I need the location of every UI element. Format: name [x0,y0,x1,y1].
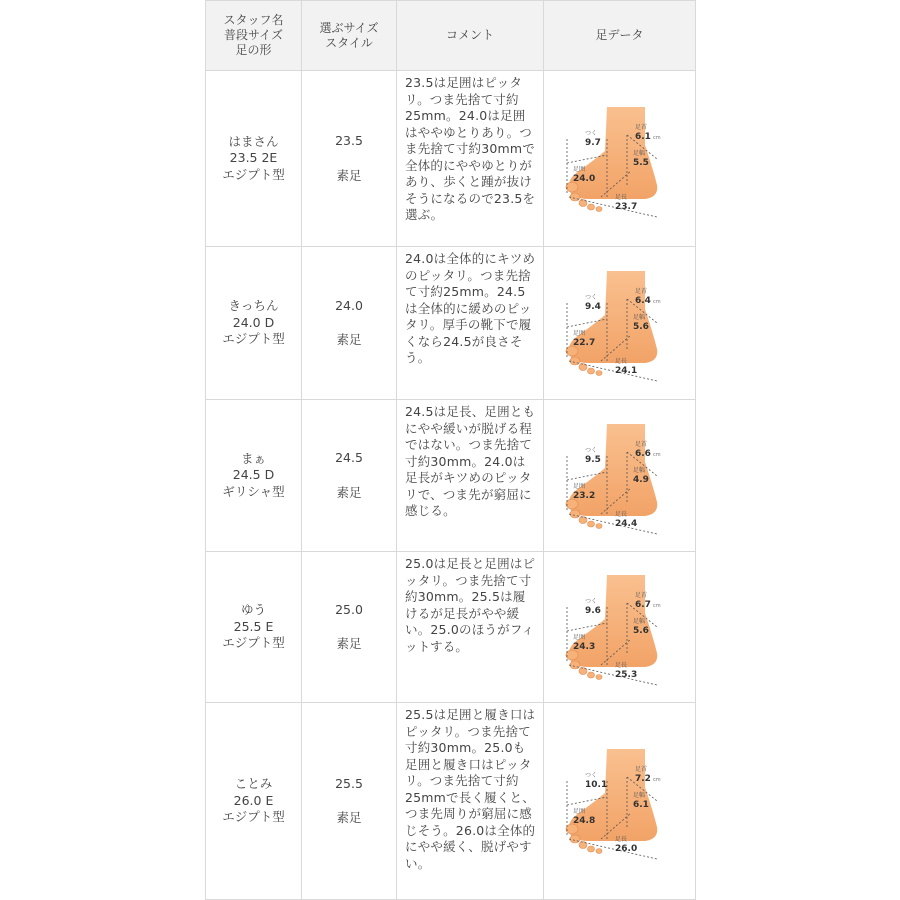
ankle-label: 足首 [634,440,647,448]
ankle-label: 足首 [634,592,647,599]
staff-name: まぁ [240,450,266,466]
comment-cell: 23.5は足囲はピッタリ。つま先捨て寸約25mm。24.0は足囲はややゆとりあり。つま先捨て寸約30mmで全体的にややゆとりがあり、歩くと踵が抜けそうになるので23.5を選ぶ。 [397,71,544,247]
width-label: 足幅 [632,792,645,799]
ankle-label: 足首 [634,288,647,295]
unit-label: cm [652,134,661,141]
comment-cell: 24.5は足長、足囲ともにやや緩いが脱げる程ではない。つま先捨て寸約30mm。24.0は足長がキツめのピッタリで、つま先が窮屈に感じる。 [397,400,544,552]
girth-value: 22.7 [572,338,595,348]
size-cell [302,552,397,703]
length-value: 24.1 [614,366,637,376]
instep-value: 9.5 [584,454,601,465]
header-size-line: スタイル [325,35,373,50]
comment-cell: 25.5は足囲と履き口はピッタリ。つま先捨て寸約30mm。25.0も足囲と履き口はピッタリ。つま先捨て寸約25mmで長く履くと、つま先周りが窮屈に感じそう。26.0は全体的にやや緩く、脱げやすい。 [397,703,544,900]
chosen-size: 24.0 [335,297,363,313]
header-staff [206,1,302,71]
width-label: 足幅 [632,618,645,625]
instep-label: つく [584,294,597,301]
table-row [206,703,696,900]
table-row [206,552,696,703]
unit-label: cm [652,299,661,305]
table-row [206,247,696,400]
length-label: 足長 [614,836,627,843]
unit-label: cm [652,603,661,609]
staff-cell [206,703,302,900]
foot-diagram [561,567,679,687]
length-value: 26.0 [614,844,637,854]
size-cell [302,247,397,400]
chosen-style: 素足 [336,484,362,500]
foot-diagram [561,741,679,861]
chosen-style: 素足 [336,167,362,183]
instep-label: つく [584,598,597,605]
instep-value: 9.6 [584,606,601,616]
ankle-value: 7.2 [634,774,651,784]
foot-diagram [561,416,679,536]
chosen-size: 25.5 [335,775,363,791]
width-label: 足幅 [632,149,645,157]
size-cell [302,703,397,900]
staff-cell [206,552,302,703]
length-label: 足長 [614,662,627,669]
instep-value: 10.1 [584,780,607,790]
staff-usual-size: 24.0 D [232,314,275,330]
chosen-size: 25.0 [335,601,363,617]
girth-value: 24.8 [572,816,595,826]
header-comment: コメント [397,1,544,71]
staff-foot-shape: エジプト型 [222,331,285,347]
girth-label: 足囲 [572,634,585,641]
header-size-line: 選ぶサイズ [319,20,379,35]
header-size [302,1,397,71]
width-value: 5.5 [632,157,649,168]
unit-label: cm [652,451,661,458]
ankle-value: 6.7 [634,600,651,610]
staff-cell [206,247,302,400]
size-cell [302,400,397,552]
staff-size-table [205,0,696,900]
staff-usual-size: 23.5 2E [229,150,278,166]
ankle-value: 6.4 [634,296,651,306]
chosen-style: 素足 [336,332,362,347]
girth-label: 足囲 [572,808,585,815]
instep-value: 9.4 [584,302,601,312]
girth-value: 24.3 [572,642,595,652]
staff-cell [206,71,302,247]
header-staff-line: 足の形 [235,43,272,57]
staff-usual-size: 24.5 D [232,467,275,483]
girth-value: 24.0 [572,173,595,184]
chosen-style: 素足 [336,636,362,651]
staff-name: きっちん [228,298,279,314]
length-value: 25.3 [614,670,637,680]
length-value: 23.7 [614,201,637,212]
foot-diagram [561,99,679,219]
chosen-size: 24.5 [335,450,363,465]
staff-cell [206,400,302,552]
instep-label: つく [584,772,597,779]
width-label: 足幅 [632,466,645,474]
footdata-cell [544,400,696,552]
staff-name: はまさん [228,133,279,149]
length-label: 足長 [614,510,627,518]
width-value: 5.6 [632,322,649,332]
footdata-cell [544,703,696,900]
staff-foot-shape: エジプト型 [222,635,285,651]
footdata-cell [544,552,696,703]
instep-label: つく [584,446,597,454]
length-value: 24.4 [614,518,637,529]
header-staff-line: スタッフ名 [223,13,284,27]
unit-label: cm [652,777,661,783]
girth-label: 足囲 [572,482,585,490]
comment-cell: 24.0は全体的にキツめのピッタリ。つま先捨て寸約25mm。24.5は全体的に緩めのピッタリ。厚手の靴下で履くなら24.5が良さそう。 [397,247,544,400]
girth-label: 足囲 [572,165,585,173]
size-cell [302,71,397,247]
staff-usual-size: 25.5 E [233,618,274,634]
ankle-value: 6.1 [634,131,651,142]
footdata-cell [544,247,696,400]
width-value: 6.1 [632,800,649,810]
header-footdata: 足データ [544,1,696,71]
chosen-style: 素足 [336,810,362,825]
ankle-label: 足首 [634,766,647,773]
width-label: 足幅 [632,314,645,321]
girth-value: 23.2 [572,490,595,501]
width-value: 4.9 [632,474,649,485]
staff-foot-shape: エジプト型 [222,809,285,825]
ankle-value: 6.6 [634,448,651,459]
staff-foot-shape: ギリシャ型 [222,483,285,499]
staff-usual-size: 26.0 E [233,792,274,808]
width-value: 5.6 [632,626,649,636]
table-row [206,400,696,552]
staff-name: ことみ [234,776,273,792]
foot-diagram [561,263,679,383]
table-header-row [206,1,696,71]
staff-foot-shape: エジプト型 [222,166,285,182]
header-staff-line: 普段サイズ [223,28,284,42]
chosen-size: 23.5 [335,133,363,148]
ankle-label: 足首 [634,123,647,131]
footdata-cell [544,71,696,247]
length-label: 足長 [614,193,627,201]
staff-name: ゆう [240,602,266,618]
length-label: 足長 [614,358,627,365]
comment-cell: 25.0は足長と足囲はピッタリ。つま先捨て寸約30mm。25.5は履けるが足長がやや緩い。25.0のほうがフィットする。 [397,552,544,703]
instep-value: 9.7 [584,137,601,148]
girth-label: 足囲 [572,330,585,337]
instep-label: つく [584,129,597,137]
table-row [206,71,696,247]
